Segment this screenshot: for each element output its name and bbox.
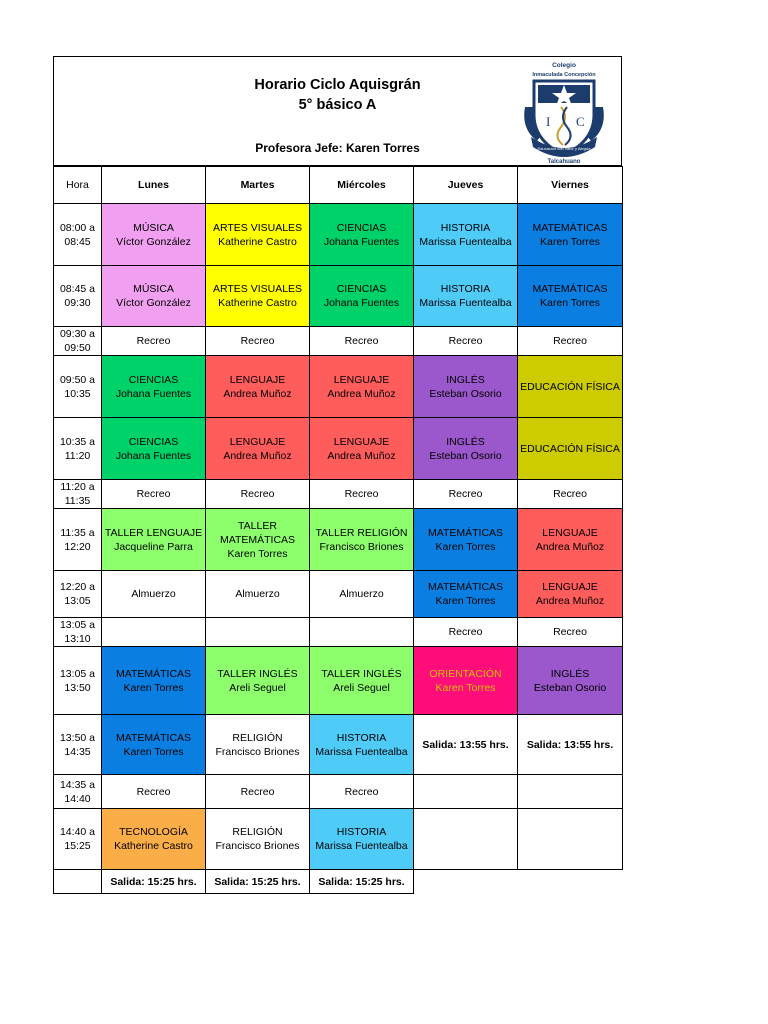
break-cell: Recreo (414, 480, 518, 509)
schedule-row (54, 356, 623, 418)
empty-cell (414, 775, 518, 809)
empty-cell (310, 618, 414, 647)
teacher-name: Karen Torres (123, 745, 184, 758)
class-cell (102, 509, 206, 571)
schedule-title: Horario Ciclo Aquisgrán (254, 77, 421, 93)
break-cell: Recreo (206, 327, 310, 356)
empty-cell (102, 618, 206, 647)
class-cell (414, 571, 518, 618)
class-cell (414, 356, 518, 418)
class-cell (414, 418, 518, 480)
school-logo (521, 59, 607, 165)
class-cell (414, 266, 518, 327)
time-line: 12:20 a (59, 581, 96, 593)
subject-name: EDUCACIÓN FÍSICA (520, 442, 620, 455)
teacher-name: Marissa Fuentealba (419, 297, 512, 309)
class-cell (310, 266, 414, 327)
teacher-name: Karen Torres (227, 547, 288, 560)
teacher-name: Andrea Muñoz (223, 449, 292, 462)
subject-name: TALLER INGLÉS (217, 667, 298, 680)
class-cell (206, 204, 310, 266)
schedule-row (54, 418, 623, 480)
break-cell: Almuerzo (102, 571, 206, 618)
class-cell (102, 204, 206, 266)
teacher-name: Esteban Osorio (429, 387, 502, 400)
time-slot (54, 356, 102, 418)
teacher-name: Katherine Castro (218, 235, 297, 248)
teacher-name: Francisco Briones (215, 840, 300, 852)
teacher-name: Esteban Osorio (429, 449, 502, 462)
class-cell (310, 509, 414, 571)
day-miercoles: Miércoles (310, 167, 414, 204)
schedule-row (54, 809, 623, 870)
time-line: 09:30 a (59, 328, 96, 340)
teacher-name: Marissa Fuentealba (315, 745, 408, 758)
day-lunes: Lunes (102, 167, 206, 204)
schedule-row (54, 715, 623, 775)
class-cell (206, 418, 310, 480)
time-line: 11:20 (64, 449, 91, 462)
class-cell (518, 204, 623, 266)
exit-time: Salida: 15:25 hrs. (310, 870, 414, 894)
class-cell (102, 647, 206, 715)
subject-name: EDUCACIÓN FÍSICA (520, 380, 620, 393)
exit-time: Salida: 15:25 hrs. (102, 870, 206, 894)
schedule-row (54, 775, 623, 809)
day-martes: Martes (206, 167, 310, 204)
class-cell (518, 266, 623, 327)
time-line: 10:35 (64, 387, 91, 400)
subject-name: TALLER INGLÉS (321, 667, 402, 680)
day-jueves: Jueves (414, 167, 518, 204)
subject-name: CIENCIAS (336, 283, 387, 295)
subject-name: MÚSICA (133, 283, 174, 295)
subject-name: HISTORIA (336, 826, 387, 838)
time-slot (54, 327, 102, 356)
subject-name: MATEMÁTICAS (532, 283, 608, 295)
class-cell (518, 356, 623, 418)
break-cell: Recreo (102, 480, 206, 509)
subject-name: MÚSICA (133, 221, 174, 234)
teacher-name: Andrea Muñoz (327, 449, 396, 462)
break-cell: Recreo (518, 327, 623, 356)
break-cell: Recreo (310, 775, 414, 809)
empty-cell (518, 775, 623, 809)
time-line: 09:30 (64, 297, 91, 309)
schedule-sheet (53, 56, 622, 894)
break-cell: Recreo (518, 480, 623, 509)
time-slot (54, 715, 102, 775)
break-cell: Almuerzo (206, 571, 310, 618)
class-cell (310, 356, 414, 418)
dismissal-cell: Salida: 13:55 hrs. (518, 715, 623, 775)
schedule-row (54, 618, 623, 647)
subject-name: HISTORIA (440, 221, 491, 234)
schedule-row (54, 571, 623, 618)
time-line: 08:45 (64, 235, 91, 248)
class-cell (102, 715, 206, 775)
class-cell (206, 647, 310, 715)
time-line: 13:50 a (59, 731, 96, 744)
time-slot (54, 480, 102, 509)
schedule-row (54, 327, 623, 356)
break-cell: Recreo (206, 480, 310, 509)
teacher-name: Katherine Castro (114, 840, 193, 852)
time-slot (54, 509, 102, 571)
time-line: 13:10 (64, 633, 91, 645)
break-cell: Recreo (206, 775, 310, 809)
head-teacher: Profesora Jefe: Karen Torres (255, 141, 420, 155)
class-cell (206, 809, 310, 870)
subject-name: INGLÉS (550, 667, 590, 680)
class-cell (102, 418, 206, 480)
logo-letter-c: C (576, 114, 585, 129)
time-slot (54, 809, 102, 870)
time-line: 13:05 a (59, 619, 96, 631)
class-cell (102, 356, 206, 418)
teacher-name: Jacqueline Parra (114, 540, 193, 553)
time-line: 14:35 (64, 745, 91, 758)
teacher-name: Johana Fuentes (115, 387, 192, 400)
teacher-name: Esteban Osorio (533, 681, 607, 694)
teacher-name: Karen Torres (435, 595, 496, 607)
subject-name: ORIENTACIÓN (429, 667, 502, 680)
time-line: 14:35 a (59, 778, 96, 791)
subject-name: CIENCIAS (128, 435, 179, 448)
class-cell (518, 418, 623, 480)
subject-name: ARTES VISUALES (212, 221, 303, 234)
time-slot (54, 618, 102, 647)
break-cell: Recreo (310, 327, 414, 356)
teacher-name: Andrea Muñoz (535, 540, 605, 553)
subject-name: ARTES VISUALES (212, 283, 303, 295)
subject-name: CIENCIAS (336, 221, 387, 234)
break-cell: Recreo (414, 327, 518, 356)
exit-row (54, 870, 623, 894)
teacher-name: Víctor González (116, 297, 191, 309)
time-line: 13:50 (64, 681, 91, 694)
time-line: 11:35 a (60, 526, 95, 539)
time-line: 14:40 a (59, 826, 96, 838)
break-cell: Recreo (102, 327, 206, 356)
teacher-name: Karen Torres (435, 681, 496, 694)
subject-name: MATEMÁTICAS (427, 526, 504, 539)
logo-letter-i: I (546, 114, 551, 129)
schedule-row (54, 509, 623, 571)
day-viernes: Viernes (518, 167, 623, 204)
subject-name: INGLÉS (446, 373, 485, 386)
subject-name: MATEMÁTICAS (115, 667, 192, 680)
subject-name: LENGUAJE (229, 373, 286, 386)
class-cell (310, 715, 414, 775)
teacher-name: Andrea Muñoz (223, 387, 292, 400)
teacher-name: Francisco Briones (215, 745, 300, 758)
schedule-row (54, 204, 623, 266)
subject-name: LENGUAJE (542, 581, 598, 593)
time-line: 12:20 (64, 540, 91, 553)
time-line: 11:20 a (60, 481, 95, 493)
time-line: 13:05 (64, 595, 91, 607)
time-line: 15:25 (64, 840, 91, 852)
teacher-name: Karen Torres (540, 235, 600, 248)
class-cell (518, 647, 623, 715)
class-cell (206, 266, 310, 327)
break-cell: Recreo (310, 480, 414, 509)
svg-text:Colegio: Colegio (552, 62, 576, 69)
teacher-name: Areli Seguel (229, 681, 286, 694)
break-cell: Recreo (414, 618, 518, 647)
time-slot (54, 418, 102, 480)
class-cell (414, 509, 518, 571)
subject-name: TECNOLOGÍA (119, 826, 188, 838)
svg-text:Inmaculada Concepción: Inmaculada Concepción (532, 72, 596, 78)
schedule-row (54, 480, 623, 509)
time-line: 14:40 (64, 792, 91, 805)
subject-name: TALLER MATEMÁTICAS (219, 519, 296, 546)
class-cell (518, 509, 623, 571)
time-line: 09:50 a (59, 373, 96, 386)
time-line: 08:45 a (59, 283, 96, 295)
teacher-name: Andrea Muñoz (535, 595, 605, 607)
class-cell (518, 571, 623, 618)
teacher-name: Johana Fuentes (323, 297, 400, 309)
dismissal-cell: Salida: 13:55 hrs. (414, 715, 518, 775)
time-line: 09:50 (64, 342, 91, 354)
time-line: 11:35 (64, 495, 91, 507)
teacher-name: Karen Torres (435, 540, 496, 553)
svg-text:Talcahuano: Talcahuano (547, 159, 581, 165)
time-slot (54, 204, 102, 266)
hora-header: Hora (54, 167, 102, 204)
subject-name: MATEMÁTICAS (532, 221, 608, 234)
teacher-name: Karen Torres (540, 297, 600, 309)
teacher-name: Karen Torres (123, 681, 184, 694)
break-cell: Recreo (102, 775, 206, 809)
schedule-subtitle: 5° básico A (298, 97, 377, 113)
schedule-row (54, 647, 623, 715)
teacher-name: Johana Fuentes (115, 449, 192, 462)
teacher-name: Marissa Fuentealba (419, 235, 512, 248)
class-cell (102, 809, 206, 870)
schedule-header (53, 56, 622, 166)
svg-text:Educación con Valor y Alegría: Educación con Valor y Alegría (537, 146, 591, 151)
subject-name: RELIGIÓN (232, 731, 283, 744)
subject-name: MATEMÁTICAS (427, 581, 504, 593)
break-cell: Almuerzo (310, 571, 414, 618)
break-cell: Recreo (518, 618, 623, 647)
subject-name: LENGUAJE (333, 435, 390, 448)
day-header-row (54, 167, 623, 204)
subject-name: INGLÉS (446, 435, 485, 448)
empty-cell (414, 809, 518, 870)
exit-time: Salida: 15:25 hrs. (206, 870, 310, 894)
class-cell (310, 204, 414, 266)
schedule-body (54, 167, 623, 894)
class-cell (310, 647, 414, 715)
empty-cell (206, 618, 310, 647)
subject-name: TALLER LENGUAJE (104, 526, 203, 539)
subject-name: LENGUAJE (229, 435, 286, 448)
teacher-name: Francisco Briones (319, 540, 404, 553)
teacher-name: Víctor González (116, 235, 191, 248)
teacher-name: Areli Seguel (333, 681, 390, 694)
class-cell (414, 647, 518, 715)
teacher-name: Marissa Fuentealba (315, 840, 408, 852)
subject-name: LENGUAJE (333, 373, 390, 386)
exit-spacer (54, 870, 102, 894)
class-cell (310, 418, 414, 480)
teacher-name: Andrea Muñoz (327, 387, 396, 400)
subject-name: MATEMÁTICAS (115, 731, 192, 744)
time-slot (54, 775, 102, 809)
time-slot (54, 571, 102, 618)
class-cell (310, 809, 414, 870)
schedule-table (53, 166, 623, 894)
time-line: 10:35 a (59, 435, 96, 448)
subject-name: HISTORIA (336, 731, 387, 744)
time-slot (54, 647, 102, 715)
time-slot (54, 266, 102, 327)
time-line: 08:00 a (59, 221, 96, 234)
subject-name: CIENCIAS (128, 373, 179, 386)
subject-name: RELIGIÓN (232, 826, 283, 838)
teacher-name: Katherine Castro (218, 297, 297, 309)
teacher-name: Johana Fuentes (323, 235, 400, 248)
time-line: 13:05 a (59, 667, 96, 680)
class-cell (414, 204, 518, 266)
empty-cell (518, 809, 623, 870)
subject-name: LENGUAJE (542, 526, 598, 539)
schedule-row (54, 266, 623, 327)
class-cell (206, 509, 310, 571)
class-cell (206, 356, 310, 418)
subject-name: TALLER RELIGIÓN (315, 526, 408, 539)
class-cell (102, 266, 206, 327)
subject-name: HISTORIA (440, 283, 491, 295)
class-cell (206, 715, 310, 775)
